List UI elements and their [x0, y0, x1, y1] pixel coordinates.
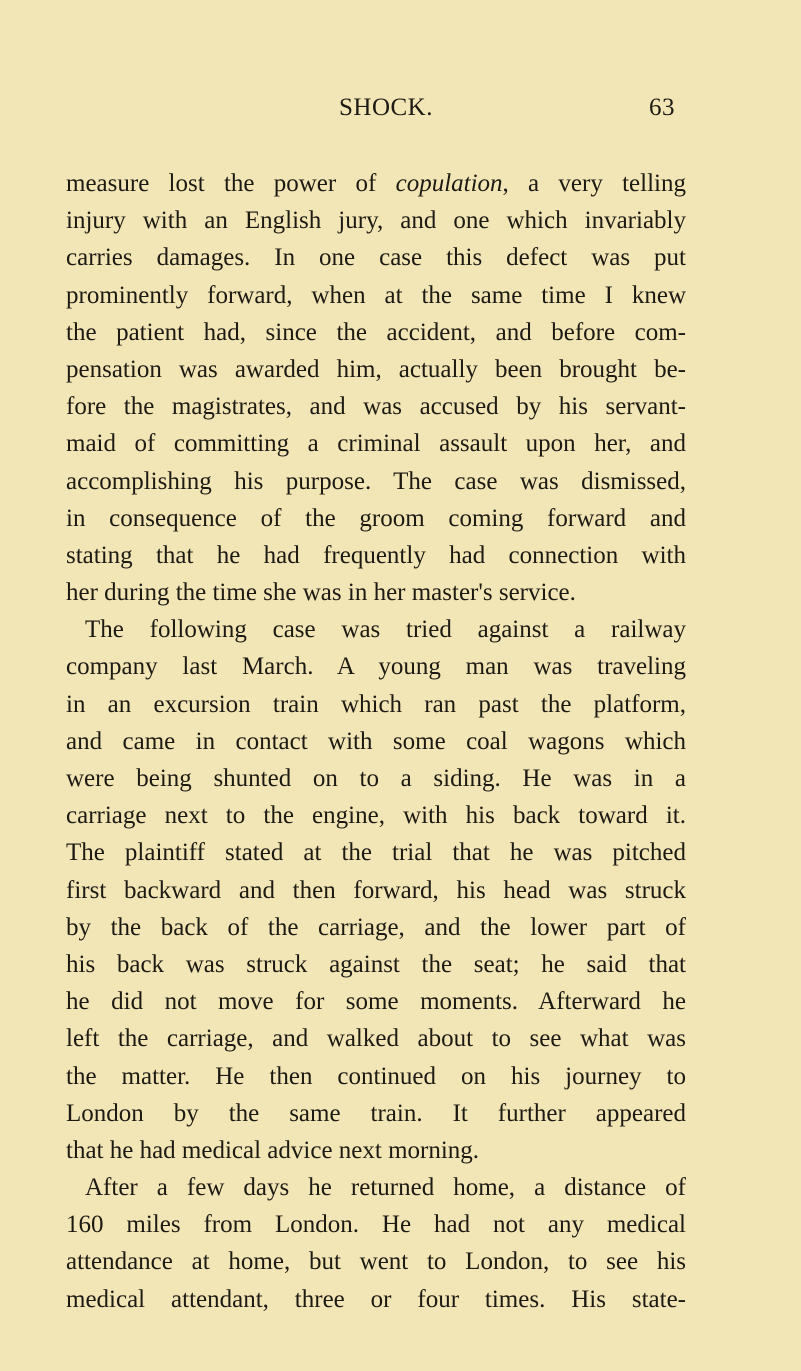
text-run: , a very telling: [502, 170, 686, 197]
text-line: first backward and then forward, his head was struck: [66, 876, 686, 904]
page-number: 63: [649, 94, 675, 121]
text-line: 160 miles from London. He had not any medical: [66, 1211, 686, 1239]
text-line: in an excursion train which ran past the platform,: [66, 690, 686, 718]
text-line: the matter. He then continued on his journey to: [66, 1062, 686, 1090]
text-line: accomplishing his purpose. The case was dismissed,: [66, 467, 686, 495]
text-run: measure lost the power of: [66, 170, 396, 197]
text-line: left the carriage, and walked about to see what was: [66, 1025, 686, 1053]
italic-term: copulation: [395, 170, 503, 197]
text-line: in consequence of the groom coming forward and: [66, 504, 686, 532]
running-head: [339, 84, 719, 126]
text-line: his back was struck against the seat; he said that: [66, 950, 686, 978]
text-line: her during the time she was in her master's service.: [66, 579, 576, 607]
text-line: were being shunted on to a siding. He was in a: [66, 765, 686, 792]
text-line: The plaintiff stated at the trial that he was pitched: [66, 839, 686, 867]
text-line: carriage next to the engine, with his back toward it.: [66, 802, 686, 830]
text-line: that he had medical advice next morning.: [66, 1136, 480, 1164]
text-line: the patient had, since the accident, and before com-: [66, 318, 686, 346]
text-line: The following case was tried against a railway: [85, 616, 686, 644]
text-line: fore the magistrates, and was accused by his servant-: [66, 393, 686, 421]
text-line: by the back of the carriage, and the lower part of: [66, 913, 686, 941]
text-line: company last March. A young man was traveling: [66, 653, 686, 681]
text-line: maid of committing a criminal assault upon her, and: [66, 430, 686, 458]
running-title: SHOCK.: [339, 94, 433, 121]
text-line: After a few days he returned home, a distance of: [85, 1174, 686, 1202]
text-line: carries damages. In one case this defect was put: [66, 244, 686, 272]
text-line: pensation was awarded him, actually been brought be-: [66, 355, 686, 383]
text-line: [66, 165, 686, 202]
text-line: attendance at home, but went to London, to see his: [66, 1248, 686, 1276]
text-line: injury with an English jury, and one which invariably: [66, 207, 686, 235]
text-line: medical attendant, three or four times. His state-: [66, 1285, 686, 1313]
body-text: [66, 165, 686, 1318]
text-line: and came in contact with some coal wagons which: [66, 727, 686, 755]
text-line: prominently forward, when at the same time I knew: [66, 281, 686, 309]
text-line: he did not move for some moments. Afterward he: [66, 988, 686, 1016]
text-line: stating that he had frequently had connection with: [66, 541, 686, 569]
text-line: London by the same train. It further appeared: [66, 1099, 686, 1127]
